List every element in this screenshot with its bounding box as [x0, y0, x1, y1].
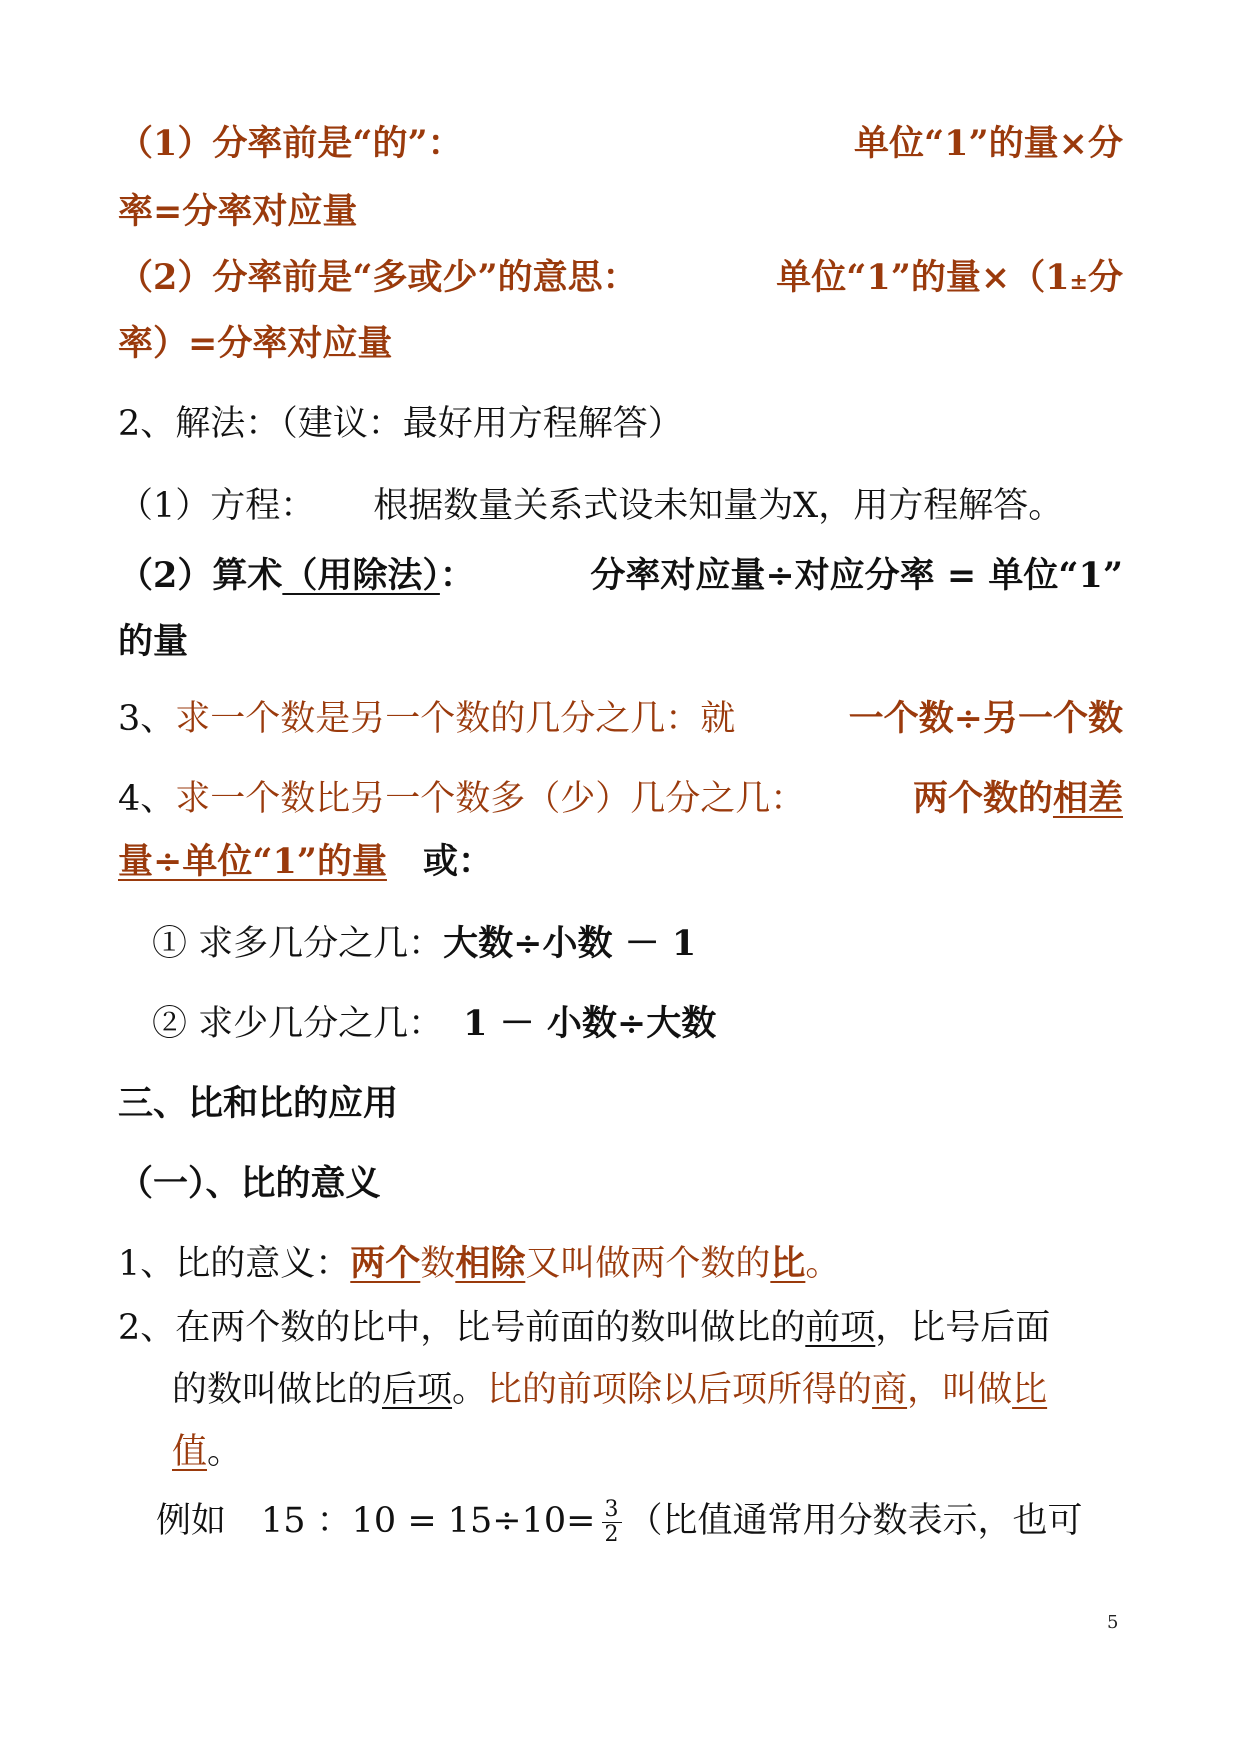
- section-3-question: 3、求一个数是另一个数的几分之几：就: [118, 699, 736, 739]
- section-4-question: 4、求一个数比另一个数多（少）几分之几：: [118, 779, 806, 819]
- definition-1: 1、比的意义：两个数相除又叫做两个数的比。: [118, 1243, 841, 1284]
- definition-2-end: 值。: [172, 1432, 243, 1472]
- method-1-text: 根据数量关系式设未知量为X，用方程解答。: [373, 486, 1064, 526]
- rule-1: [118, 122, 1123, 166]
- chapter-3-heading: 三、比和比的应用: [118, 1083, 399, 1124]
- section-4-answer: 两个数的相差: [912, 778, 1123, 819]
- section-3: [118, 697, 1123, 741]
- page-number: 5: [1107, 1612, 1119, 1633]
- rule-2-cont: 率）=分率对应量: [118, 323, 393, 364]
- case-1: ① 求多几分之几：大数÷小数 － 1: [152, 923, 697, 964]
- method-1: [118, 484, 1123, 528]
- rule-2: [118, 256, 1123, 304]
- method-2-label: （2）算术（用除法）：: [118, 555, 475, 596]
- section-4: [118, 777, 1123, 821]
- rule-2-formula: 单位“1”的量×（1±分: [776, 257, 1123, 298]
- case-2: ② 求少几分之几： 1 － 小数÷大数: [152, 1003, 717, 1044]
- rule-2-condition: （2）分率前是“多或少”的意思：: [118, 257, 638, 298]
- method-2: [118, 554, 1123, 598]
- definition-2: 2、在两个数的比中，比号前面的数叫做比的前项，比号后面: [118, 1308, 1051, 1348]
- method-2-cont: 的量: [118, 621, 189, 662]
- method-2-formula: 分率对应量÷对应分率 = 单位“1”: [590, 555, 1123, 596]
- definition-2-cont: 的数叫做比的后项。比的前项除以后项所得的商，叫做比: [172, 1370, 1048, 1410]
- rule-1-formula: 单位“1”的量×分: [854, 123, 1123, 164]
- method-1-label: （1）方程：: [118, 486, 316, 526]
- fraction-3-over-2: $\frac{3}{2}$: [602, 1498, 622, 1547]
- section-4-cont: 量÷单位“1”的量 或：: [118, 841, 493, 882]
- subsection-heading: （一）、比的意义: [118, 1163, 381, 1204]
- rule-1-cont: 率=分率对应量: [118, 191, 358, 232]
- section-2-heading: 2、解法：（建议：最好用方程解答）: [118, 404, 683, 444]
- example-line: 例如 15 ：10 = 15÷10= $\frac{3}{2}$ （比值通常用分数表示，也可: [156, 1497, 1083, 1547]
- section-3-answer: 一个数÷另一个数: [848, 698, 1123, 739]
- rule-1-condition: （1）分率前是“的”：: [118, 123, 463, 164]
